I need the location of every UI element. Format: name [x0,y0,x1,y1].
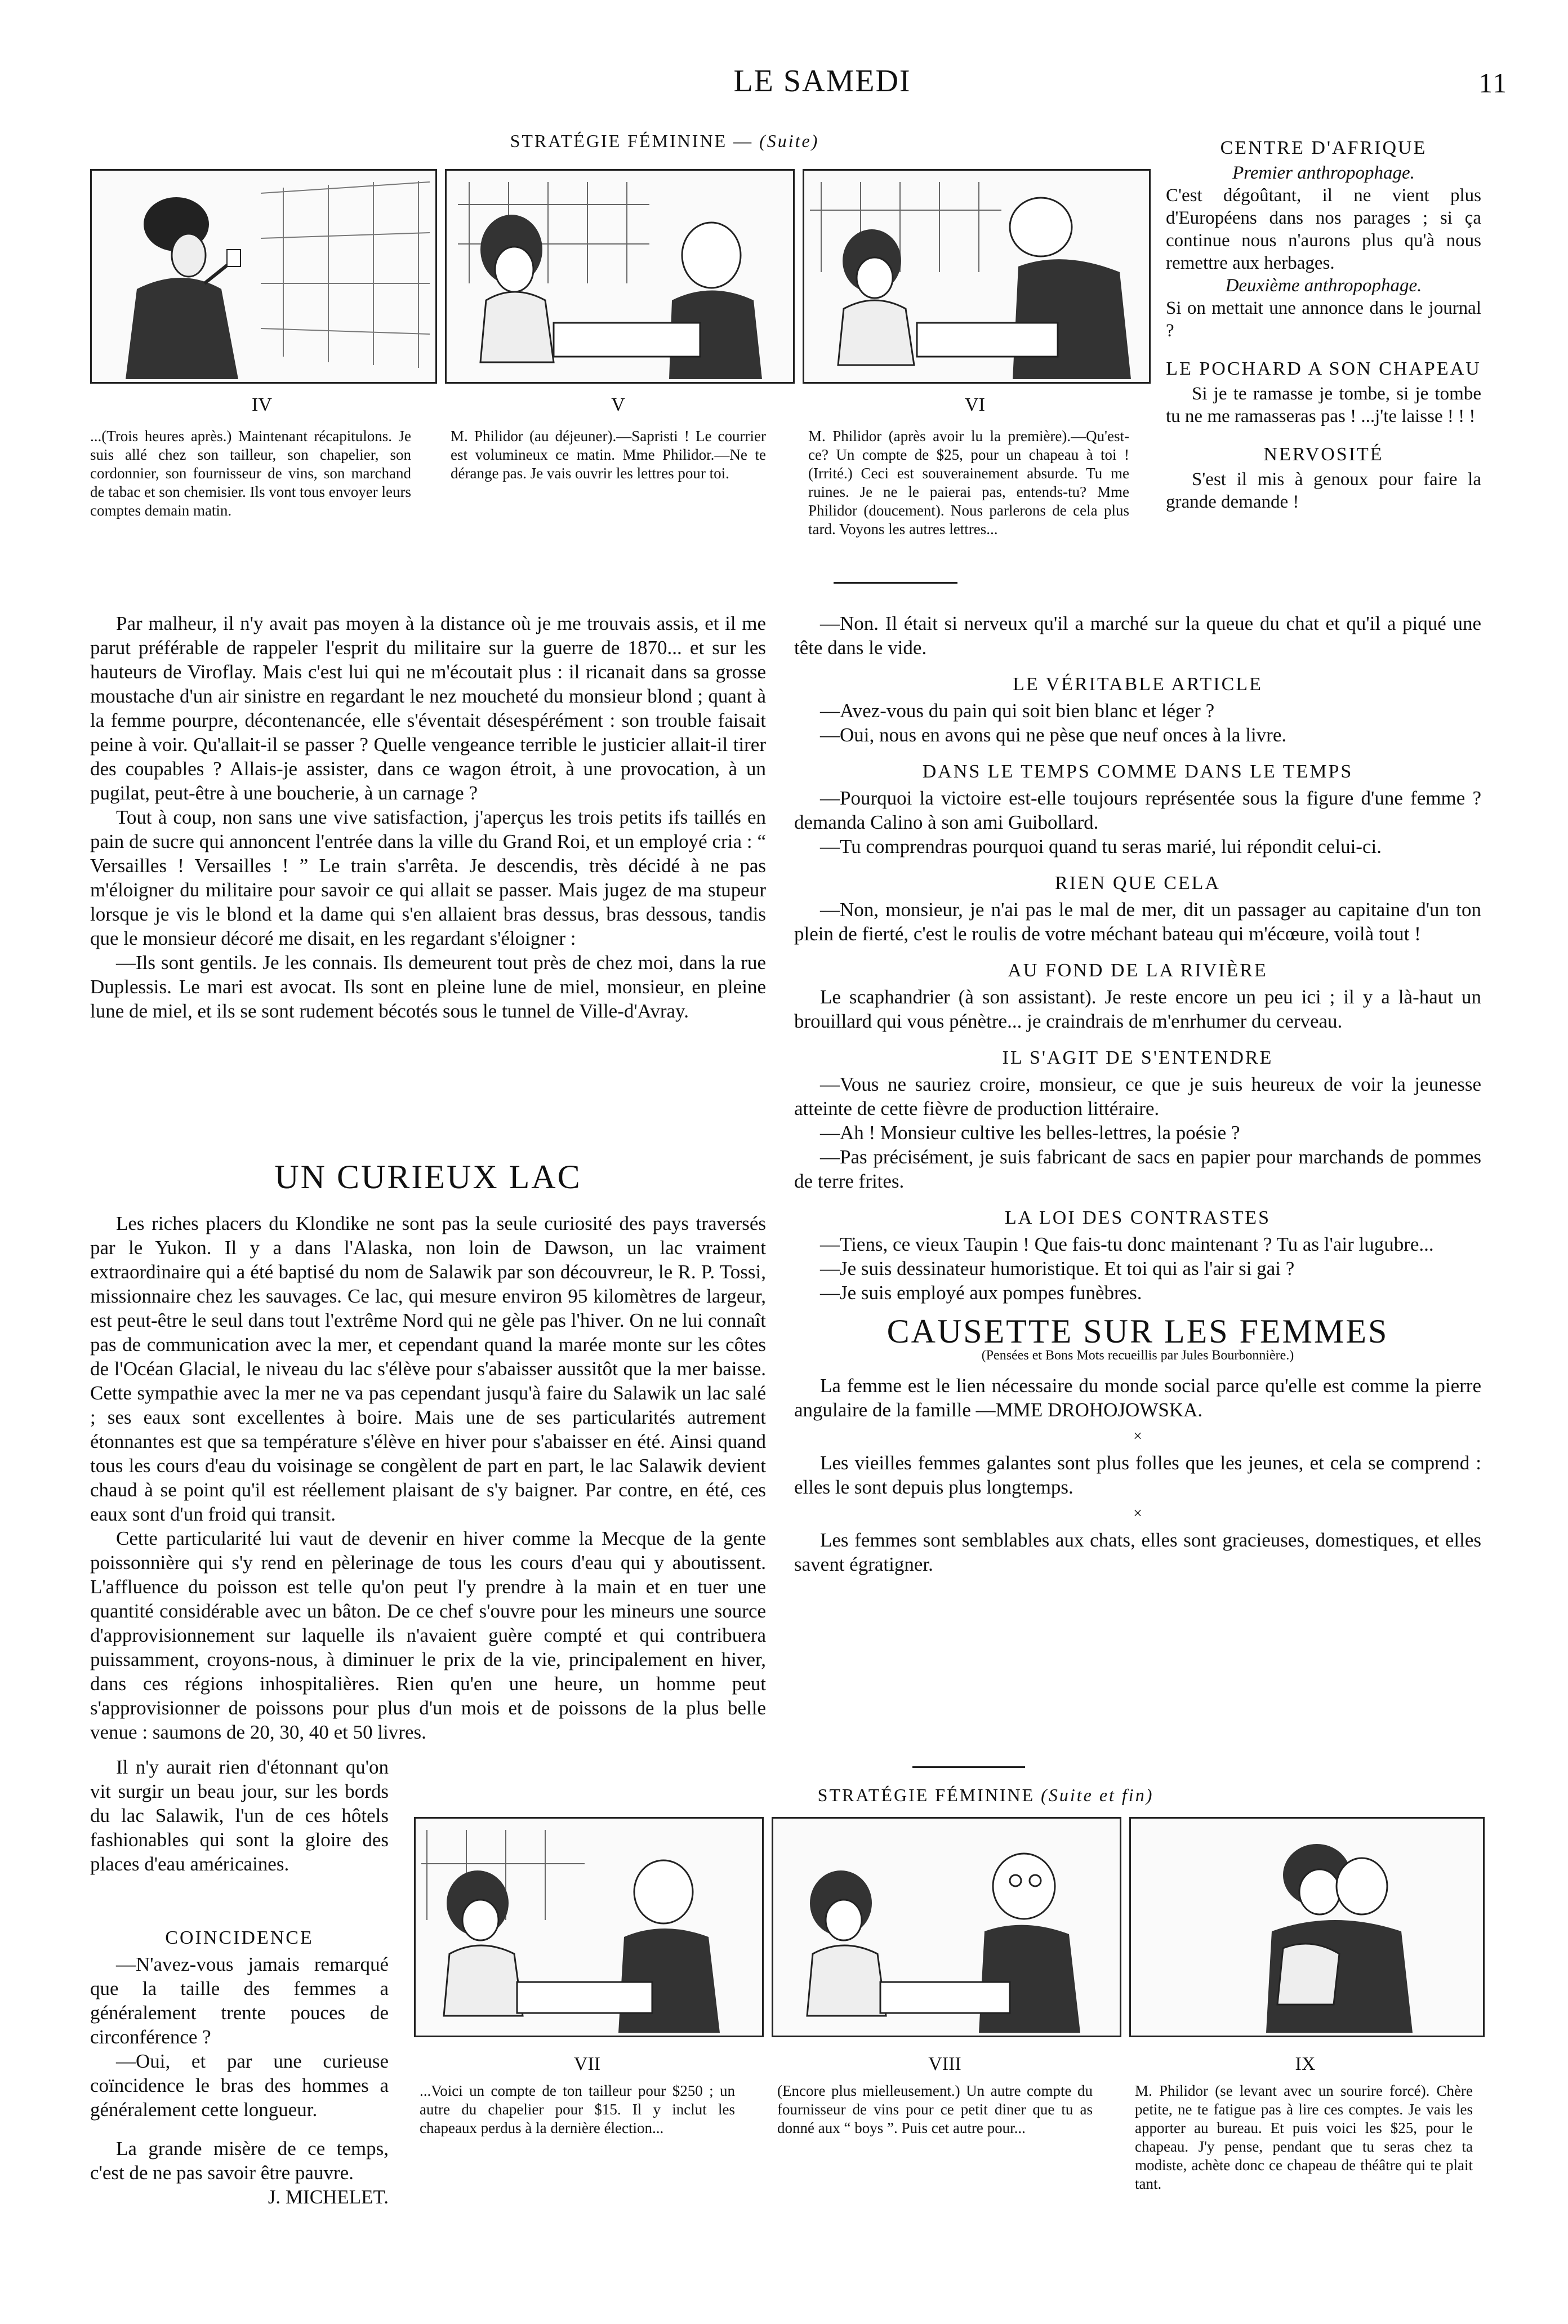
causette-title: CAUSETTE SUR LES FEMMES [887,1313,1389,1350]
husband-shocked-illustration [773,1819,1120,2036]
couple-embrace-illustration [1131,1819,1483,2036]
temps-line-1: —Pourquoi la victoire est-elle toujours représentée sous la figure d'une femme ? demanda Calino à son ami Guibollard. [794,787,1481,833]
story-paragraph-2: Tout à coup, non sans une vive satisfaction, j'aperçus les trois petits ifs taillés en pain de sucre qui annoncent l'entrée dans la ville du Grand Roi, et un employé cria : “ Versailles ! Versailles ! ” Le train s'arrêta. Je descendis, très décidé à ne pas m'éloigner du militaire pour savoir ce qui allait se passer. Mais jugez de ma stupeur lorsque je vis le blond et la dame qui s'en allaient bras dessus, bras dessous, tandis que le monsieur décoré me disait, en les regardant s'éloigner : [90,806,766,949]
panel-number-vii: VII [573,2054,601,2074]
michelet-quote: La grande misère de ce temps, c'est de ne pas savoir être pauvre. [90,2138,389,2184]
woman-letter-illustration [92,171,435,382]
comic-panel-ix [1129,1817,1485,2037]
entendre-line-3: —Pas précisément, je suis fabricant de sacs en papier pour marchands de pommes de terre frites. [794,1146,1481,1192]
lac-paragraph-3-wrap [90,1755,389,1876]
panel-number-ix: IX [1295,2054,1316,2074]
page-title: LE SAMEDI [733,64,911,99]
panel-caption-vii: ...Voici un compte de ton tailleur pour $250 ; un autre du chapelier pour $15. Il y inclut les chapeaux perdus à la dernière élection... [420,2082,735,2136]
strip-bottom-title [648,1785,1324,1806]
right-middle-column [794,611,1481,1576]
contrastes-line-2: —Je suis dessinateur humoristique. Et toi qui as l'air si gai ? [820,1257,1295,1279]
contrastes-line-1: —Tiens, ce vieux Taupin ! Que fais-tu donc maintenant ? Tu as l'air lugubre... [820,1233,1434,1255]
story-paragraph-1: Par malheur, il n'y avait pas moyen à la distance où je me trouvais assis, et il me parut préférable de rappeler l'esprit du militaire sur la guerre de 1870... et sur les hauteurs de Viroflay. Mais c'est lui qui ne m'écoutait plus : il ricanait dans sa grosse moustache d'un air sinistre en regardant le nez moucheté du monsieur blond ; quant à la femme pourpre, décontenancée, elle s'éventait désespérément : son trouble faisait peine à voir. Qu'allait-il se passer ? Quelle vengeance terrible le justicier allait-il tirer des coupables ? Allais-je assister, dans ce wagon étroit, à une provocation, à un pugilat, peut-être à une boucherie, à un carnage ? [90,612,766,804]
panel-number-vi: VI [965,394,985,415]
contrastes-line-3: —Je suis employé aux pompes funèbres. [820,1282,1142,1304]
nervosite-answer: —Non. Il était si nerveux qu'il a marché sur la queue du chat et qu'il a piqué une tête dans le vide. [794,612,1481,659]
section-veritable-title: LE VÉRITABLE ARTICLE [1013,674,1263,695]
coincidence-line-2: —Oui, et par une curieuse coïncidence le bras des hommes a généralement cette longueur. [90,2050,389,2121]
speaker-label-2: Deuxième anthropophage. [1225,275,1422,296]
section-entendre-title: IL S'AGIT DE S'ENTENDRE [1002,1047,1273,1068]
veritable-line-2: —Oui, nous en avons qui ne pèse que neuf onces à la livre. [820,724,1287,746]
lac-paragraph-2: Cette particularité lui vaut de devenir en hiver comme la Mecque de la gente poissonnière qui s'y rend en pèlerinage de tous les cours d'eau qui y aboutissent. L'affluence du poisson est telle qu'on peut l'y prendre à la main et en tuer une quantité considérable avec un bâton. De ce chef s'ouvre pour les mineurs une source d'approvisionnement sur laquelle ils n'avaient guère compté et qui contribuera puissamment, croyons-nous, à diminuer le prix de la vie, principalement en hiver, dans ces régions inhospitalières. Rien qu'en une heure, un homme peut s'approvisionner de poissons pour plus d'un mois et de poissons de la plus belle venue : saumons de 20, 30, 40 et 50 livres. [90,1527,766,1743]
story-continuation [90,611,766,1023]
panel-caption-ix: M. Philidor (se levant avec un sourire forcé). Chère petite, ne te fatigue pas à lire ces comptes. Je vais les apporter au bureau. Et puis voici les $25, pour le chapeau. J'y pense, pendant que tu seras chez ta modiste, achète donc ce chapeau de théâtre qui te plait tant. [1135,2082,1473,2192]
causette-item-1: La femme est le lien nécessaire du monde social parce qu'elle est comme la pierre angulaire de la famille —MME DROHOJOWSKA. [794,1375,1481,1421]
centre-afrique-text-1: C'est dégoûtant, il ne vient plus d'Européens dans nos parages ; si ça continue nous n'aurons plus qu'à nous remettre aux herbages. [1166,185,1481,273]
temps-line-2: —Tu comprendras pourquoi quand tu seras marié, lui répondit celui-ci. [820,836,1382,857]
comic-panel-vi [803,169,1151,384]
entendre-line-2: —Ah ! Monsieur cultive les belles-lettres, la poésie ? [820,1122,1240,1144]
panel-caption-viii: (Encore plus mielleusement.) Un autre compte du fournisseur de vins pour ce petit diner que tu as donné aux “ boys ”. Puis cet autre pour... [777,2082,1093,2136]
comic-panel-iv [90,169,437,384]
section-nervosite-title: NERVOSITÉ [1263,444,1384,465]
strip-top-title [406,131,924,152]
coincidence-line-1: —N'avez-vous jamais remarqué que la taille des femmes a généralement trente pouces de circonférence ? [90,1953,389,2048]
causette-subtitle: (Pensées et Bons Mots recueillis par Jules Bourbonnière.) [981,1348,1294,1363]
nervosite-question: S'est il mis à genoux pour faire la grande demande ! [1166,469,1481,512]
divider-bottom-strip [912,1766,1025,1768]
story-paragraph-3: —Ils sont gentils. Je les connais. Ils demeurent tout près de chez moi, dans la rue Duplessis. Le mari est avocat. Ils sont en pleine lune de miel, monsieur, en pleine lune de miel, et ils se sont rudement bécotés sous le tunnel de Ville-d'Avray. [90,952,766,1022]
coincidence-section [90,1921,389,2209]
pochard-text: Si je te ramasse je tombe, si je tombe tu ne me ramasseras pas ! ...j'te laisse ! ! ! [1166,384,1481,426]
breakfast-scene-illustration [447,171,793,382]
panel-caption-vi: M. Philidor (après avoir lu la première).—Qu'est-ce? Un compte de $25, pour un chapeau à toi ! (Irrité.) Ceci est souverainement absurde. Tu me ruines. Je ne le paierai pas, entends-tu? Mme Philidor (doucement). Nous parlerons de cela plus tard. Voyons les autres lettres... [808,428,1129,537]
panel-number-v: V [611,394,625,415]
section-rien-title: RIEN QUE CELA [1055,873,1220,894]
page-number: 11 [1478,67,1508,99]
lac-paragraph-3: Il n'y aurait rien d'étonnant qu'on vit surgir un beau jour, sur les bords du lac Salawik, l'un de ces hôtels fashionables qui sont la gloire des places d'eau américaines. [90,1756,389,1875]
lac-paragraph-1: Les riches placers du Klondike ne sont pas la seule curiosité des pays traversés par le Yukon. Il y a dans l'Alaska, non loin de Dawson, un lac vraiment extraordinaire qui a été baptisé du nom de Salawik par son découvreur, le R. P. Tossi, missionnaire chez les sauvages. Ce lac, qui mesure environ 95 kilomètres de largeur, est peut-être le seul dans tout l'extrême Nord qui ne gèle pas l'hiver. On ne lui connaît pas de communication avec la mer, et cependant quand la marée monte sur les côtes de l'Océan Glacial, le niveau du lac s'élève pour s'abaisser aussitôt que la mer baisse. Cette sympathie avec la mer ne va pas cependant jusqu'à faire du Salawik un lac salé ; ses eaux sont excellentes à boire. Mais une de ses particularités autrement étonnantes est que sa température s'élève en hiver pour s'abaisser en été. Ainsi quand tous les cours d'eau du voisinage se congèlent de part en part, le lac Salawik devient chaud à se point qu'il est réellement plaisant de s'y baigner. Par contre, en été, ces eaux sont d'un froid qui transit. [90,1212,766,1525]
section-pochard-title: LE POCHARD A SON CHAPEAU [1166,358,1481,379]
entendre-line-1: —Vous ne sauriez croire, monsieur, ce que je suis heureux de voir la jeunesse atteinte de cette fièvre de production littéraire. [794,1073,1481,1119]
michelet-signature: J. MICHELET. [268,2186,389,2208]
comic-panel-viii [772,1817,1121,2037]
rien-line-1: —Non, monsieur, je n'ai pas le mal de mer, dit un passager au capitaine d'un ton plein de fierté, c'est le roulis de votre méchant bateau qui m'écœure, voilà tout ! [794,899,1481,945]
coincidence-title: COINCIDENCE [165,1927,314,1948]
section-temps-title: DANS LE TEMPS COMME DANS LE TEMPS [922,761,1353,782]
causette-separator-2: × [1133,1505,1142,1522]
causette-item-2: Les vieilles femmes galantes sont plus folles que les jeunes, et cela se comprend : elles le sont depuis plus longtemps. [794,1452,1481,1498]
right-top-column [1166,132,1481,513]
section-contrastes-title: LA LOI DES CONTRASTES [1005,1207,1271,1228]
riviere-line-1: Le scaphandrier (à son assistant). Je reste encore un peu ici ; il y a là-haut un brouillard qui vous pénètre... je craindrais de m'enrhumer du cerveau. [794,986,1481,1032]
lac-title: UN CURIEUX LAC [274,1158,582,1196]
panel-caption-v: M. Philidor (au déjeuner).—Sapristi ! Le courrier est volumineux ce matin. Mme Philidor.—Ne te dérange pas. Je vais ouvrir les lettres pour toi. [451,428,766,482]
strip-top-title-note: (Suite) [759,131,819,151]
strip-bottom-title-note: (Suite et fin) [1041,1785,1154,1805]
panel-number-iv: IV [252,394,272,415]
causette-item-3: Les femmes sont semblables aux chats, elles sont gracieuses, domestiques, et elles savent égratigner. [794,1529,1481,1575]
section-centre-afrique-title: CENTRE D'AFRIQUE [1220,137,1427,158]
lac-article [90,1211,766,1744]
causette-separator-1: × [1133,1428,1142,1445]
section-riviere-title: AU FOND DE LA RIVIÈRE [1008,960,1268,981]
panel-caption-iv: ...(Trois heures après.) Maintenant récapitulons. Je suis allé chez son tailleur, son chapelier, son cordonnier, son fournisseur de vins, son marchand de tabac et son chemisier. Ils vont tous envoyer leurs comptes demain matin. [90,428,411,519]
divider-top-caption [834,582,957,584]
comic-panel-v [445,169,795,384]
centre-afrique-text-2: Si on mettait une annonce dans le journal ? [1166,298,1481,341]
strip-bottom-title-text: STRATÉGIE FÉMININE [817,1785,1035,1805]
speaker-label-1: Premier anthropophage. [1232,163,1415,183]
comic-panel-vii [414,1817,764,2037]
reading-bills-illustration [416,1819,762,2036]
panel-number-viii: VIII [928,2054,961,2074]
angry-husband-illustration [804,171,1149,382]
veritable-line-1: —Avez-vous du pain qui soit bien blanc et léger ? [820,700,1215,722]
strip-top-title-text: STRATÉGIE FÉMININE — [510,131,754,151]
